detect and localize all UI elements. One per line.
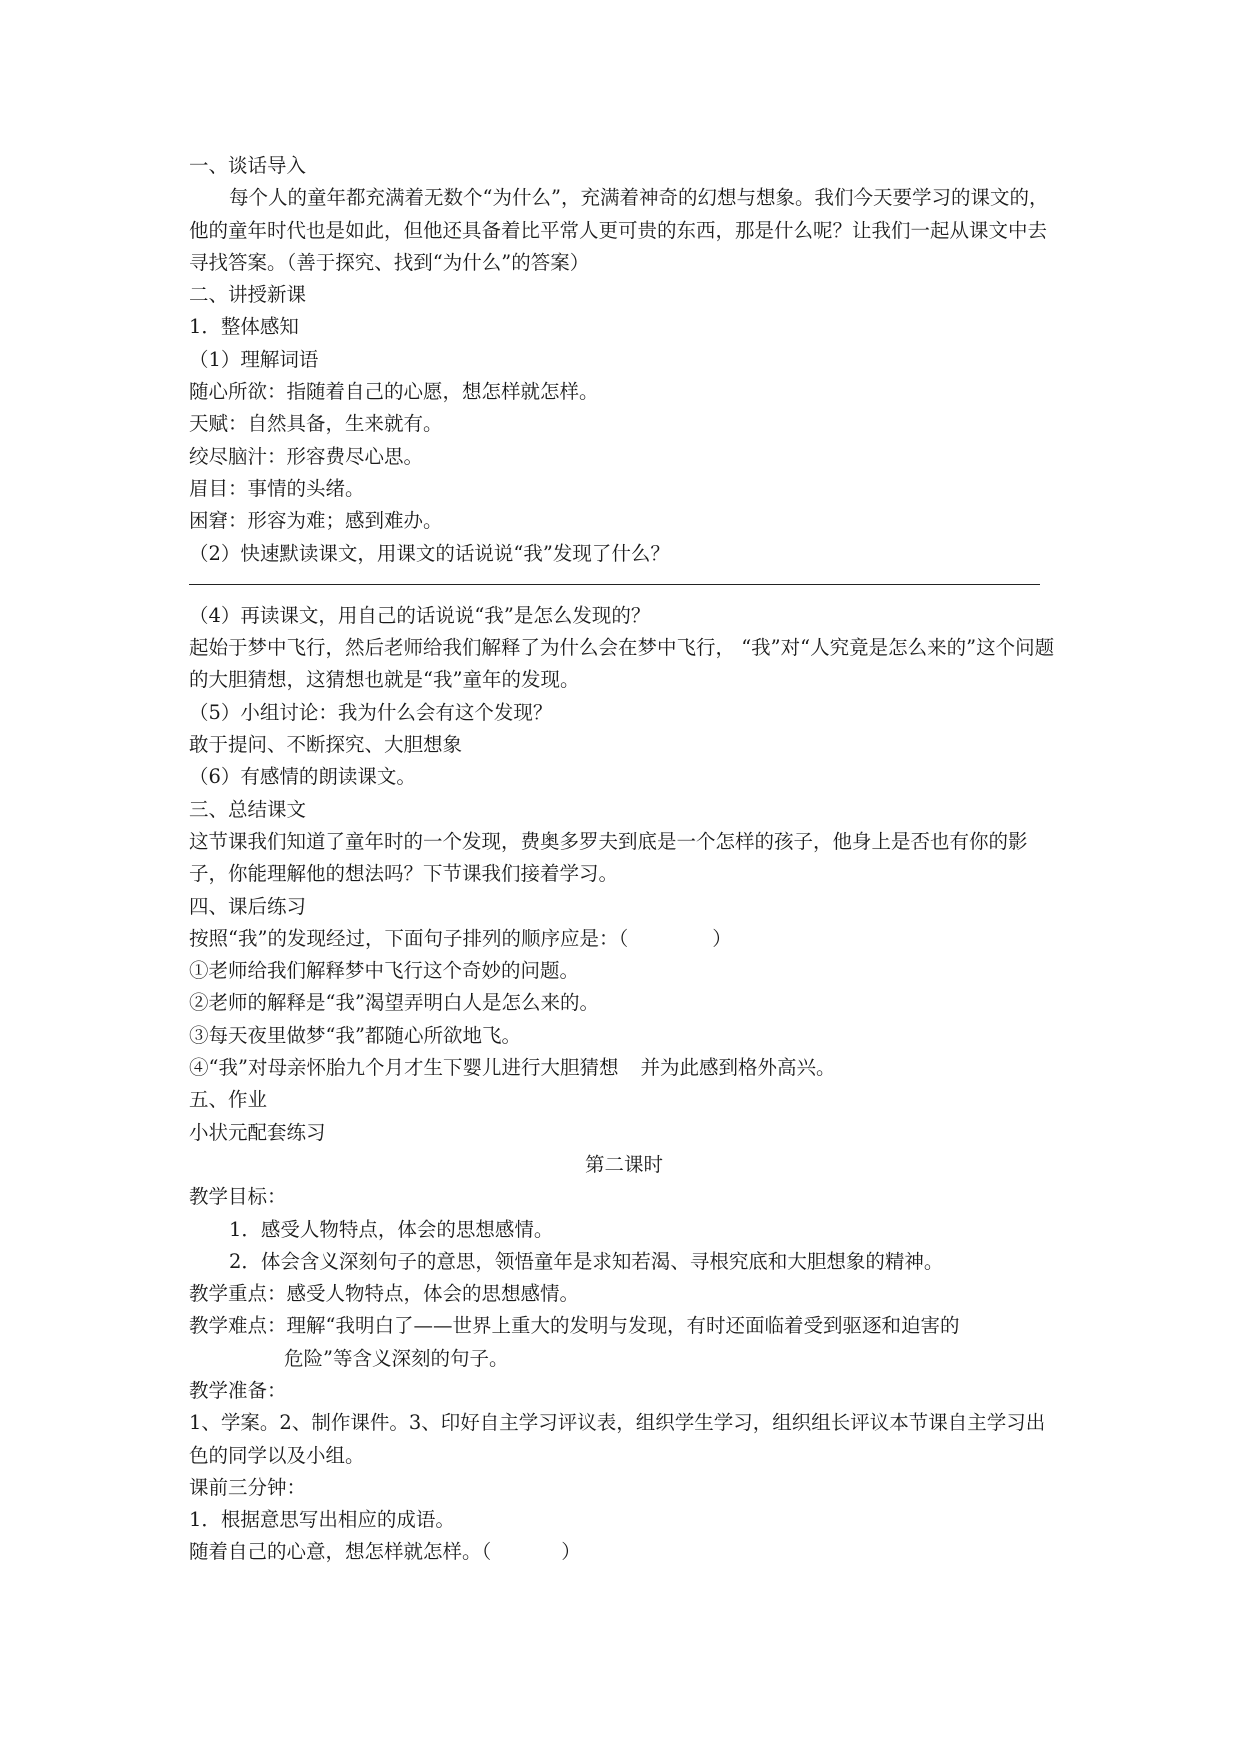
document-body (189, 150, 1059, 1569)
word-definition: 天赋：自然具备，生来就有。 (189, 412, 443, 436)
option-four-text: ④“我”对母亲怀胎九个月才生下婴儿进行大胆猜想 (189, 1056, 619, 1080)
word-definition: 眉目：事情的头绪。 (189, 476, 365, 500)
reread-answer: 起始于梦中飞行，然后老师给我们解释了为什么会在梦中飞行， “我”对“人究竟是怎么来的”这个问题的大胆猜想，这猜想也就是“我”童年的发现。 (189, 636, 1055, 692)
warmup-question-close: ） (561, 1540, 581, 1564)
goals-label: 教学目标： (189, 1185, 287, 1209)
prep-text: 1、学案。2、制作课件。3、印好自主学习评议表，组织学生学习，组织组长评议本节课自主学习出色的同学以及小组。 (189, 1411, 1046, 1467)
homework-text: 小状元配套练习 (189, 1120, 326, 1144)
step-quick-read: （2）快速默读课文，用课文的话说说“我”发现了什么？ (189, 541, 670, 565)
heading-intro: 一、谈话导入 (189, 154, 307, 177)
exercise-question-text: 按照“我”的发现经过，下面句子排列的顺序应是：（ (189, 926, 629, 950)
prep-label: 教学准备： (189, 1378, 287, 1402)
warmup-label: 课前三分钟： (189, 1475, 307, 1499)
key-point: 教学重点：感受人物特点，体会的思想感情。 (189, 1282, 580, 1306)
warmup-question (189, 1536, 1059, 1568)
discussion-answer: 敢于提问、不断探究、大胆想象 (189, 733, 463, 757)
subheading-overall: 1．整体感知 (189, 315, 299, 339)
heading-homework: 五、作业 (189, 1088, 268, 1112)
heading-exercise: 四、课后练习 (189, 894, 307, 918)
step-read-aloud: （6）有感情的朗读课文。 (189, 765, 416, 789)
exercise-option (189, 1052, 1059, 1084)
word-definition: 随心所欲：指随着自己的心愿，想怎样就怎样。 (189, 380, 599, 404)
step-understand-words: （1）理解词语 (189, 347, 319, 371)
intro-paragraph: 每个人的童年都充满着无数个“为什么”，充满着神奇的幻想与想象。我们今天要学习的课文的，他的童年时代也是如此，但他还具备着比平常人更可贵的东西，那是什么呢？让我们一起从课文中去寻找答案。（善于探究、找到“为什么”的答案） (189, 186, 1049, 274)
warmup-item: 1．根据意思写出相应的成语。 (189, 1508, 455, 1532)
word-definition: 绞尽脑汁：形容费尽心思。 (189, 444, 424, 468)
answer-underline (189, 570, 1059, 600)
lesson-two-title: 第二课时 (584, 1152, 663, 1176)
warmup-question-text: 随着自己的心意，想怎样就怎样。（ (189, 1540, 492, 1564)
difficulty-continuation: 危险”等含义深刻的句子。 (284, 1346, 509, 1370)
heading-summary: 三、总结课文 (189, 797, 307, 821)
goal-item: 2．体会含义深刻句子的意思，领悟童年是求知若渴、寻根究底和大胆想象的精神。 (229, 1249, 944, 1273)
summary-paragraph: 这节课我们知道了童年时的一个发现，费奥多罗夫到底是一个怎样的孩子，他身上是否也有你的影子，你能理解他的想法吗？下节课我们接着学习。 (189, 829, 1028, 886)
exercise-option: ③每天夜里做梦“我”都随心所欲地飞。 (189, 1023, 521, 1047)
exercise-option: ②老师的解释是“我”渴望弄明白人是怎么来的。 (189, 991, 599, 1015)
step-reread: （4）再读课文，用自己的话说说“我”是怎么发现的？ (189, 603, 651, 627)
exercise-question (189, 923, 1059, 955)
difficulty-line: 教学难点：理解“我明白了——世界上重大的发明与发现，有时还面临着受到驱逐和迫害的 (189, 1314, 960, 1338)
exercise-option: ①老师给我们解释梦中飞行这个奇妙的问题。 (189, 959, 580, 983)
goal-item: 1．感受人物特点，体会的思想感情。 (229, 1217, 554, 1241)
option-four-tail: 并为此感到格外高兴。 (640, 1056, 836, 1080)
step-group-discussion: （5）小组讨论：我为什么会有这个发现？ (189, 700, 553, 724)
word-definition: 困窘：形容为难；感到难办。 (189, 509, 443, 533)
exercise-question-close: ） (712, 926, 732, 950)
heading-new-lesson: 二、讲授新课 (189, 283, 307, 307)
